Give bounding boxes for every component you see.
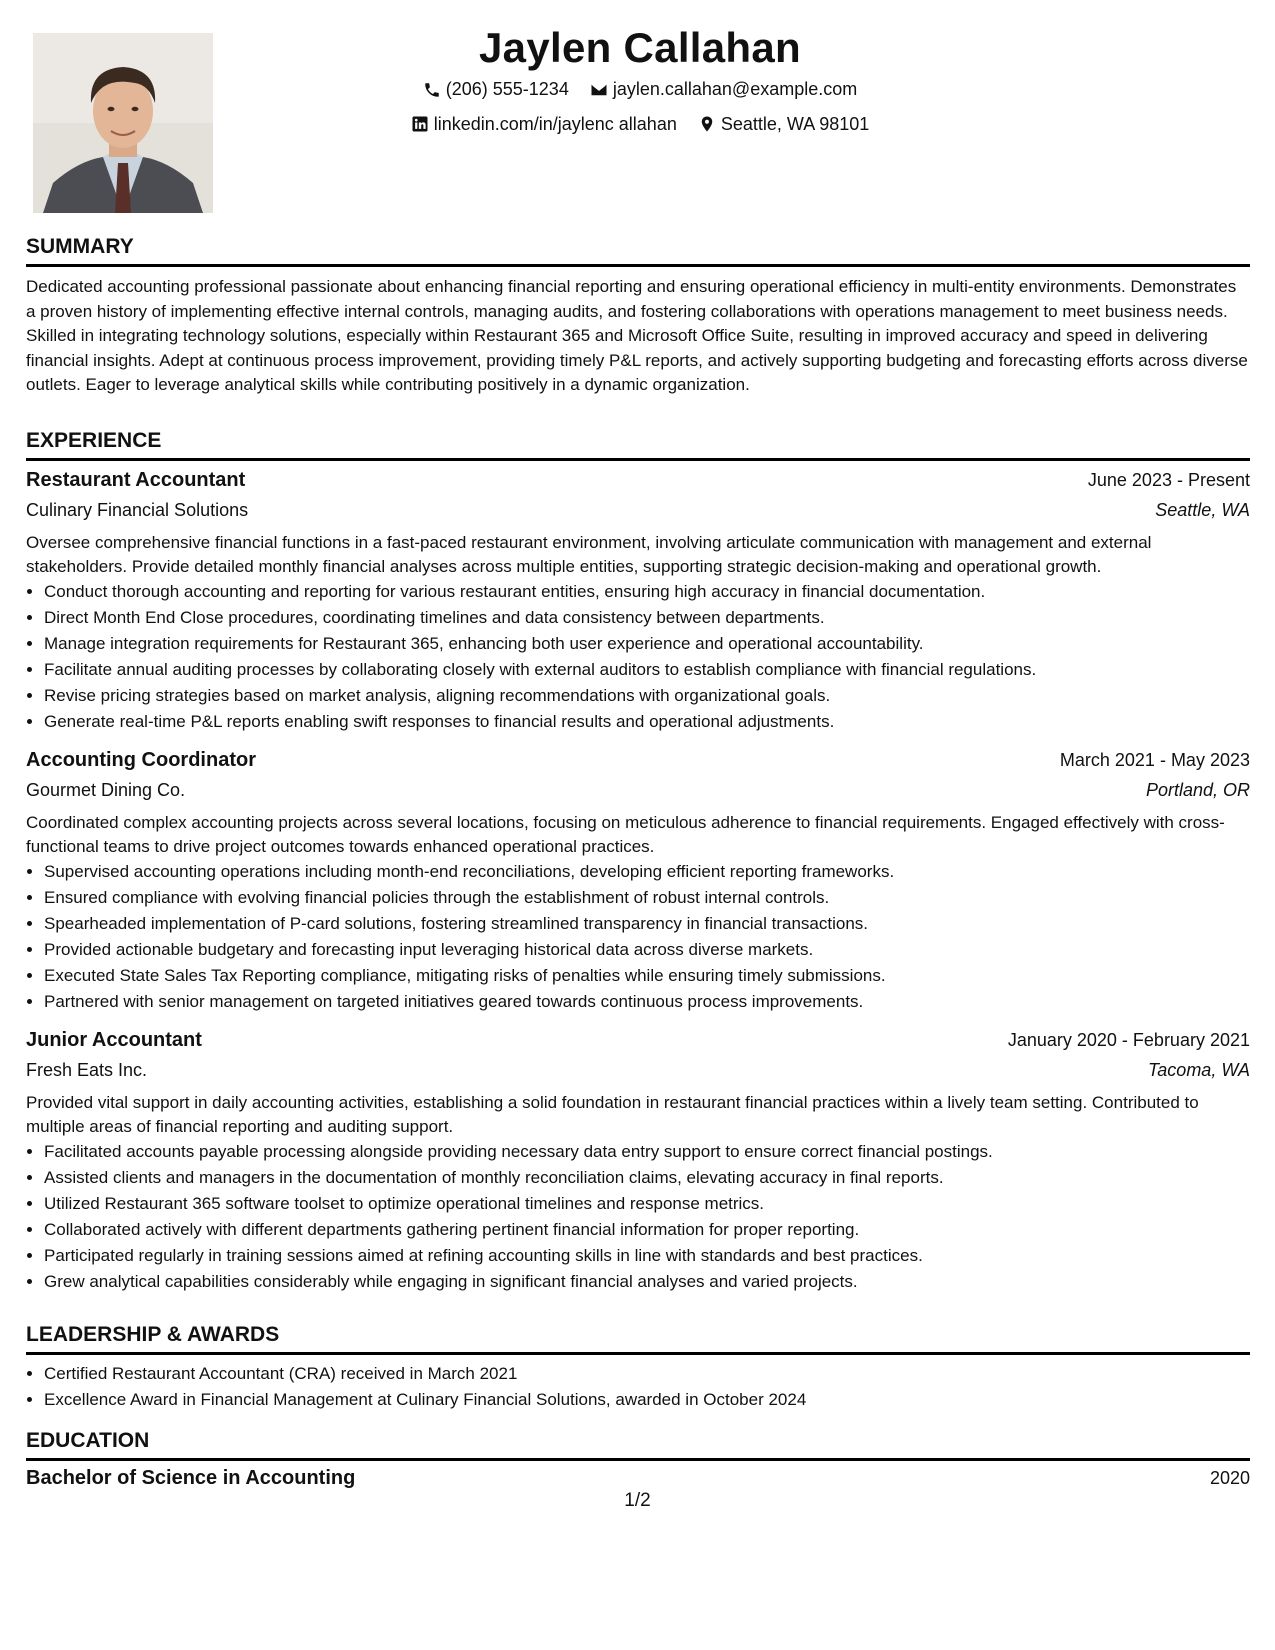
page-number: 1/2	[624, 1490, 651, 1511]
education-entry	[26, 1463, 1250, 1493]
experience-section	[26, 427, 1250, 1295]
linkedin-icon	[411, 115, 429, 133]
list-item: • Excellence Award in Financial Management at Culinary Financial Solutions, awarded in October 2024	[44, 1387, 1250, 1413]
profile-photo-graphic	[33, 33, 213, 213]
job-bullets	[26, 579, 1250, 735]
job-dates: March 2021 - May 2023	[1059, 750, 1250, 770]
envelope-icon	[590, 81, 608, 99]
job-location: Seattle, WA	[1155, 500, 1250, 520]
job-dates: June 2023 - Present	[1087, 470, 1250, 490]
job-dates: January 2020 - February 2021	[1007, 1030, 1250, 1050]
company-name: Fresh Eats Inc.	[26, 1060, 148, 1080]
section-divider	[26, 264, 1250, 267]
candidate-name: Jaylen Callahan	[479, 24, 801, 71]
list-item: • Direct Month End Close procedures, coordinating timelines and data consistency between departments.	[44, 605, 1250, 631]
list-item: • Facilitate annual auditing processes by collaborating closely with external auditors to establish compliance with financial regulations.	[44, 657, 1250, 683]
contact-row-1	[250, 74, 1030, 109]
location-text: Seattle, WA 98101	[720, 113, 870, 134]
job-entry	[26, 745, 1250, 1015]
list-item: • Provided actionable budgetary and forecasting input leveraging historical data across diverse markets.	[44, 937, 1250, 963]
company-name: Gourmet Dining Co.	[26, 780, 186, 800]
contact-row-2	[250, 109, 1030, 144]
list-item: • Generate real-time P&L reports enabling swift responses to financial results and operational adjustments.	[44, 709, 1250, 735]
job-location: Tacoma, WA	[1147, 1060, 1250, 1080]
phone-text: (206) 555-1234	[445, 79, 569, 99]
awards-section	[26, 1321, 1250, 1413]
job-title: Junior Accountant	[26, 1029, 202, 1051]
job-description: Oversee comprehensive financial functions in a fast-paced restaurant environment, involving articulate communication with management and external stakeholders. Provide detailed monthly financial analyses across multiple entities, supporting strategic decision-making and operational growth.	[26, 533, 1152, 576]
map-pin-icon	[698, 115, 716, 133]
list-item: • Manage integration requirements for Restaurant 365, enhancing both user experience and operational accountability.	[44, 631, 1250, 657]
section-divider	[26, 458, 1250, 461]
list-item: • Collaborated actively with different departments gathering pertinent financial information for proper reporting.	[44, 1217, 1250, 1243]
section-title-experience: EXPERIENCE	[26, 429, 162, 452]
job-location: Portland, OR	[1145, 780, 1250, 800]
list-item: • Executed State Sales Tax Reporting compliance, mitigating risks of penalties while ensuring timely submissions.	[44, 963, 1250, 989]
section-title-education: EDUCATION	[26, 1429, 150, 1452]
list-item: • Utilized Restaurant 365 software toolset to optimize operational timelines and response metrics.	[44, 1191, 1250, 1217]
job-description: Coordinated complex accounting projects across several locations, focusing on meticulous adherence to financial requirements. Engaged effectively with cross-functional teams to drive project outcomes towards enhanced operational practices.	[26, 813, 1225, 856]
education-section	[26, 1427, 1250, 1493]
email-contact[interactable]	[590, 74, 857, 105]
list-item: • Grew analytical capabilities considerably while engaging in significant financial analyses and varied projects.	[44, 1269, 1250, 1295]
linkedin-contact[interactable]	[411, 109, 677, 140]
section-title-summary: SUMMARY	[26, 235, 134, 258]
job-subheader	[26, 775, 1250, 805]
job-entry	[26, 1025, 1250, 1295]
graduation-year: 2020	[1209, 1468, 1250, 1488]
job-subheader	[26, 1055, 1250, 1085]
location-contact	[698, 109, 869, 140]
job-bullets	[26, 1139, 1250, 1295]
job-header	[26, 745, 1250, 775]
list-item: • Ensured compliance with evolving financial policies through the establishment of robust internal controls.	[44, 885, 1250, 911]
list-item: • Partnered with senior management on targeted initiatives geared towards continuous process improvements.	[44, 989, 1250, 1015]
header	[250, 22, 1030, 143]
phone-icon	[423, 81, 441, 99]
linkedin-text[interactable]: linkedin.com/in/jaylenc allahan	[433, 113, 677, 134]
job-title: Accounting Coordinator	[26, 749, 256, 771]
job-entry	[26, 465, 1250, 735]
list-item: • Conduct thorough accounting and reporting for various restaurant entities, ensuring high accuracy in financial documentation.	[44, 579, 1250, 605]
job-header	[26, 465, 1250, 495]
job-title: Restaurant Accountant	[26, 469, 246, 491]
summary-text: Dedicated accounting professional passionate about enhancing financial reporting and ensuring operational efficiency in multi-entity environments. Demonstrates a proven history of implementing effective internal controls, managing audits, and fostering collaborations with operations management to meet business needs. Skilled in integrating technology solutions, especially within Restaurant 365 and Microsoft Office Suite, resulting in improved accuracy and speed in delivering financial insights. Adept at continuous process improvement, providing timely P&L reports, and actively supporting budgeting and forecasting efforts across diverse outlets. Eager to leverage analytical skills while contributing positively in a dynamic organization.	[26, 277, 1248, 394]
profile-photo	[33, 33, 213, 213]
awards-list	[26, 1361, 1250, 1413]
phone-contact	[423, 74, 569, 105]
summary-section	[26, 233, 1250, 398]
job-description: Provided vital support in daily accounting activities, establishing a solid foundation in restaurant financial practices within a lively team setting. Contributed to multiple areas of financial reporting and auditing support.	[26, 1093, 1199, 1136]
section-title-awards: LEADERSHIP & AWARDS	[26, 1323, 280, 1346]
section-divider	[26, 1458, 1250, 1461]
job-subheader	[26, 495, 1250, 525]
company-name: Culinary Financial Solutions	[26, 500, 249, 520]
list-item: • Participated regularly in training sessions aimed at refining accounting skills in line with standards and best practices.	[44, 1243, 1250, 1269]
list-item: • Spearheaded implementation of P-card solutions, fostering streamlined transparency in financial transactions.	[44, 911, 1250, 937]
degree-title: Bachelor of Science in Accounting	[26, 1467, 356, 1489]
job-header	[26, 1025, 1250, 1055]
email-text[interactable]: jaylen.callahan@example.com	[612, 79, 858, 99]
list-item: • Revise pricing strategies based on market analysis, aligning recommendations with organizational goals.	[44, 683, 1250, 709]
list-item: • Certified Restaurant Accountant (CRA) received in March 2021	[44, 1361, 1250, 1387]
list-item: • Assisted clients and managers in the documentation of monthly reconciliation claims, elevating accuracy in final reports.	[44, 1165, 1250, 1191]
section-divider	[26, 1352, 1250, 1355]
job-bullets	[26, 859, 1250, 1015]
list-item: • Facilitated accounts payable processing alongside providing necessary data entry support to ensure correct financial postings.	[44, 1139, 1250, 1165]
list-item: • Supervised accounting operations including month-end reconciliations, developing efficient reporting frameworks.	[44, 859, 1250, 885]
